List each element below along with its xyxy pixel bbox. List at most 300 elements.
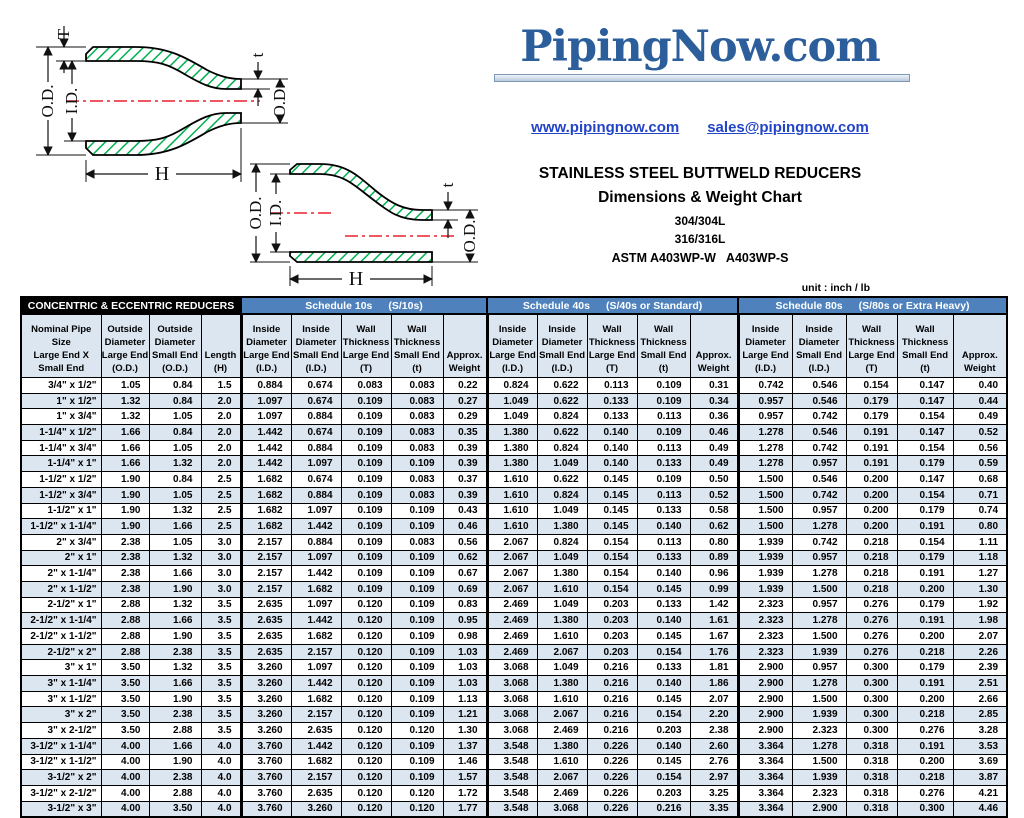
cell-value: 0.109 xyxy=(391,566,443,582)
cell-value: 1.90 xyxy=(149,629,201,645)
column-header: Wall Thickness Large End (T) xyxy=(846,314,897,378)
cell-value: 1.37 xyxy=(443,738,487,754)
label-od-left: O.D. xyxy=(246,196,265,230)
cell-value: 0.39 xyxy=(443,487,487,503)
cell-value: 0.145 xyxy=(587,472,637,488)
cell-value: 0.191 xyxy=(897,613,953,629)
cell-value: 0.318 xyxy=(846,785,897,801)
cell-value: 1.278 xyxy=(792,519,846,535)
cell-value: 1.939 xyxy=(792,770,846,786)
cell-value: 2.469 xyxy=(487,629,537,645)
cell-size: 2" x 1-1/2" xyxy=(21,581,101,597)
website-link[interactable]: www.pipingnow.com xyxy=(531,119,680,136)
cell-value: 0.145 xyxy=(587,503,637,519)
cell-size: 1-1/2" x 3/4" xyxy=(21,487,101,503)
cell-value: 1.500 xyxy=(792,629,846,645)
cell-value: 0.083 xyxy=(391,534,443,550)
cell-value: 2.067 xyxy=(537,707,587,723)
cell-value: 0.179 xyxy=(897,503,953,519)
cell-value: 0.216 xyxy=(587,691,637,707)
cell-value: 0.216 xyxy=(637,801,690,817)
cell-value: 0.884 xyxy=(241,378,291,394)
cell-value: 2.66 xyxy=(953,691,1007,707)
cell-value: 0.147 xyxy=(897,425,953,441)
label-T: T xyxy=(54,28,73,40)
table-row xyxy=(21,723,1007,739)
table-row xyxy=(21,456,1007,472)
email-link[interactable]: sales@pipingnow.com xyxy=(707,119,869,136)
cell-value: 1.380 xyxy=(487,425,537,441)
cell-value: 1.278 xyxy=(792,566,846,582)
column-header: Wall Thickness Small End (t) xyxy=(637,314,690,378)
cell-value: 1.610 xyxy=(487,472,537,488)
cell-value: 2.323 xyxy=(738,613,792,629)
column-header: Wall Thickness Large End (T) xyxy=(341,314,391,378)
cell-value: 0.109 xyxy=(391,613,443,629)
cell-value: 1.278 xyxy=(792,613,846,629)
column-header: Nominal Pipe Size Large End X Small End xyxy=(21,314,101,378)
cell-value: 0.147 xyxy=(897,393,953,409)
cell-size: 1-1/4" x 1/2" xyxy=(21,425,101,441)
cell-value: 0.824 xyxy=(537,487,587,503)
cell-value: 0.133 xyxy=(637,660,690,676)
cell-value: 4.46 xyxy=(953,801,1007,817)
cell-value: 1.442 xyxy=(291,566,341,582)
cell-value: 0.154 xyxy=(897,534,953,550)
cell-value: 0.40 xyxy=(953,378,1007,394)
cell-value: 1.32 xyxy=(149,660,201,676)
cell-value: 3.50 xyxy=(101,723,149,739)
cell-value: 0.58 xyxy=(690,503,738,519)
cell-value: 3.50 xyxy=(101,691,149,707)
cell-value: 1.500 xyxy=(792,754,846,770)
cell-value: 2.38 xyxy=(101,581,149,597)
cell-value: 0.37 xyxy=(443,472,487,488)
cell-size: 2-1/2" x 1-1/4" xyxy=(21,613,101,629)
cell-value: 0.109 xyxy=(391,519,443,535)
cell-value: 0.083 xyxy=(341,378,391,394)
cell-value: 0.218 xyxy=(897,707,953,723)
cell-value: 0.742 xyxy=(792,534,846,550)
table-row xyxy=(21,409,1007,425)
cell-value: 3.364 xyxy=(738,770,792,786)
cell-value: 0.120 xyxy=(341,785,391,801)
cell-value: 0.957 xyxy=(792,550,846,566)
cell-value: 0.226 xyxy=(587,801,637,817)
cell-value: 0.109 xyxy=(341,550,391,566)
label-od-left: O.D. xyxy=(38,84,57,118)
cell-value: 2.0 xyxy=(201,393,241,409)
cell-value: 2.900 xyxy=(738,707,792,723)
table-row xyxy=(21,425,1007,441)
cell-value: 0.203 xyxy=(637,785,690,801)
cell-value: 3.760 xyxy=(241,785,291,801)
cell-value: 2.900 xyxy=(738,691,792,707)
cell-value: 0.68 xyxy=(953,472,1007,488)
cell-value: 1.13 xyxy=(443,691,487,707)
cell-value: 1.278 xyxy=(792,738,846,754)
cell-value: 0.154 xyxy=(846,378,897,394)
cell-value: 1.682 xyxy=(291,754,341,770)
cell-value: 3.260 xyxy=(241,723,291,739)
cell-size: 3" x 1" xyxy=(21,660,101,676)
cell-value: 0.957 xyxy=(792,456,846,472)
cell-value: 0.109 xyxy=(341,425,391,441)
cell-value: 0.203 xyxy=(587,597,637,613)
cell-value: 2.469 xyxy=(537,785,587,801)
cell-value: 1.32 xyxy=(101,393,149,409)
cell-value: 0.109 xyxy=(391,770,443,786)
table-row xyxy=(21,472,1007,488)
cell-value: 0.140 xyxy=(637,519,690,535)
cell-value: 0.109 xyxy=(341,581,391,597)
cell-value: 0.36 xyxy=(690,409,738,425)
cell-value: 1.98 xyxy=(953,613,1007,629)
cell-value: 3.068 xyxy=(537,801,587,817)
cell-value: 2.39 xyxy=(953,660,1007,676)
table-row xyxy=(21,519,1007,535)
cell-value: 1.097 xyxy=(241,393,291,409)
cell-value: 3.5 xyxy=(201,707,241,723)
cell-value: 1.66 xyxy=(101,456,149,472)
cell-value: 0.109 xyxy=(391,629,443,645)
cell-value: 0.120 xyxy=(341,676,391,692)
cell-value: 2.469 xyxy=(487,597,537,613)
cell-value: 3.760 xyxy=(241,738,291,754)
cell-value: 1.32 xyxy=(149,503,201,519)
cell-value: 1.66 xyxy=(149,676,201,692)
cell-value: 0.083 xyxy=(391,378,443,394)
cell-value: 0.083 xyxy=(391,472,443,488)
column-header: Inside Diameter Small End (I.D.) xyxy=(291,314,341,378)
cell-value: 1.500 xyxy=(738,487,792,503)
cell-value: 0.147 xyxy=(897,378,953,394)
cell-value: 0.318 xyxy=(846,754,897,770)
cell-value: 0.957 xyxy=(792,597,846,613)
table-row xyxy=(21,801,1007,817)
cell-value: 1.442 xyxy=(241,440,291,456)
cell-value: 0.083 xyxy=(391,425,443,441)
astm-spec: ASTM A403WP-W A403WP-S xyxy=(611,251,789,265)
cell-value: 1.90 xyxy=(149,691,201,707)
cell-value: 1.18 xyxy=(953,550,1007,566)
contact-links xyxy=(480,119,920,136)
cell-value: 0.957 xyxy=(738,393,792,409)
cell-value: 1.05 xyxy=(101,378,149,394)
cell-value: 0.109 xyxy=(391,707,443,723)
cell-value: 0.300 xyxy=(846,660,897,676)
cell-value: 1.72 xyxy=(443,785,487,801)
cell-value: 1.90 xyxy=(101,503,149,519)
cell-size: 3" x 1-1/4" xyxy=(21,676,101,692)
reducer-top-wall xyxy=(290,164,432,220)
cell-value: 0.109 xyxy=(637,425,690,441)
cell-value: 0.27 xyxy=(443,393,487,409)
cell-value: 3.068 xyxy=(487,723,537,739)
cell-value: 2.067 xyxy=(487,566,537,582)
cell-value: 0.109 xyxy=(391,738,443,754)
cell-value: 1.66 xyxy=(149,738,201,754)
cell-value: 0.216 xyxy=(587,660,637,676)
cell-value: 0.39 xyxy=(443,456,487,472)
cell-value: 0.083 xyxy=(391,440,443,456)
cell-value: 1.92 xyxy=(953,597,1007,613)
cell-value: 0.884 xyxy=(291,534,341,550)
unit-note: unit : inch / lb xyxy=(801,282,870,294)
cell-value: 1.097 xyxy=(291,456,341,472)
cell-value: 0.203 xyxy=(587,644,637,660)
cell-value: 3.53 xyxy=(953,738,1007,754)
cell-value: 1.03 xyxy=(443,676,487,692)
cell-value: 3.364 xyxy=(738,738,792,754)
cell-value: 0.39 xyxy=(443,440,487,456)
cell-value: 2.20 xyxy=(690,707,738,723)
column-header: Length (H) xyxy=(201,314,241,378)
cell-value: 1.500 xyxy=(738,472,792,488)
cell-value: 0.200 xyxy=(846,503,897,519)
cell-value: 2.07 xyxy=(953,629,1007,645)
cell-value: 2.38 xyxy=(101,534,149,550)
cell-value: 1.610 xyxy=(537,691,587,707)
table-row xyxy=(21,660,1007,676)
cell-value: 0.83 xyxy=(443,597,487,613)
column-header: Wall Thickness Large End (T) xyxy=(587,314,637,378)
cell-value: 0.46 xyxy=(690,425,738,441)
cell-value: 2.5 xyxy=(201,519,241,535)
cell-value: 1.67 xyxy=(690,629,738,645)
cell-value: 2.38 xyxy=(149,707,201,723)
cell-value: 2.635 xyxy=(241,597,291,613)
cell-value: 3.068 xyxy=(487,691,537,707)
cell-value: 4.0 xyxy=(201,785,241,801)
cell-value: 0.109 xyxy=(391,660,443,676)
cell-value: 2.26 xyxy=(953,644,1007,660)
cell-value: 0.276 xyxy=(897,723,953,739)
cell-value: 3.364 xyxy=(738,801,792,817)
cell-value: 0.140 xyxy=(587,440,637,456)
cell-value: 1.278 xyxy=(738,425,792,441)
label-t-small: t xyxy=(438,182,457,188)
cell-size: 1-1/4" x 3/4" xyxy=(21,440,101,456)
cell-value: 0.179 xyxy=(897,660,953,676)
table-row xyxy=(21,378,1007,394)
cell-value: 4.0 xyxy=(201,801,241,817)
cell-value: 2.38 xyxy=(101,566,149,582)
table-row xyxy=(21,503,1007,519)
cell-size: 1" x 1/2" xyxy=(21,393,101,409)
cell-value: 1.610 xyxy=(487,519,537,535)
cell-value: 1.46 xyxy=(443,754,487,770)
cell-value: 0.80 xyxy=(953,519,1007,535)
cell-value: 0.154 xyxy=(897,487,953,503)
cell-value: 0.120 xyxy=(341,707,391,723)
column-header: Inside Diameter Small End (I.D.) xyxy=(537,314,587,378)
cell-value: 1.442 xyxy=(291,613,341,629)
cell-value: 0.742 xyxy=(792,440,846,456)
label-t-small: t xyxy=(248,52,267,58)
cell-value: 0.145 xyxy=(637,629,690,645)
label-id-left: I.D. xyxy=(266,199,285,227)
column-header: Approx. Weight xyxy=(690,314,738,378)
cell-value: 0.674 xyxy=(291,378,341,394)
grade-304: 304/304L xyxy=(674,214,726,228)
cell-value: 3.35 xyxy=(690,801,738,817)
cell-value: 0.218 xyxy=(846,581,897,597)
cell-value: 0.140 xyxy=(587,456,637,472)
cell-value: 0.120 xyxy=(391,723,443,739)
cell-value: 3.548 xyxy=(487,738,537,754)
cell-value: 4.00 xyxy=(101,754,149,770)
cell-value: 2.5 xyxy=(201,503,241,519)
cell-value: 0.133 xyxy=(637,597,690,613)
cell-value: 0.216 xyxy=(587,723,637,739)
cell-value: 0.34 xyxy=(690,393,738,409)
cell-value: 0.145 xyxy=(587,519,637,535)
cell-value: 2.323 xyxy=(792,785,846,801)
cell-value: 0.109 xyxy=(637,472,690,488)
cell-value: 3.5 xyxy=(201,644,241,660)
cell-value: 0.109 xyxy=(391,456,443,472)
cell-value: 2.900 xyxy=(738,723,792,739)
cell-value: 1.049 xyxy=(537,550,587,566)
cell-value: 0.74 xyxy=(953,503,1007,519)
cell-value: 0.84 xyxy=(149,472,201,488)
cell-value: 0.179 xyxy=(897,456,953,472)
cell-value: 0.109 xyxy=(341,393,391,409)
cell-value: 0.154 xyxy=(587,550,637,566)
cell-value: 2.635 xyxy=(241,629,291,645)
cell-value: 2.469 xyxy=(487,644,537,660)
cell-value: 1.049 xyxy=(487,409,537,425)
cell-value: 0.200 xyxy=(897,691,953,707)
cell-value: 0.154 xyxy=(637,644,690,660)
cell-value: 0.218 xyxy=(846,566,897,582)
cell-value: 1.682 xyxy=(291,691,341,707)
cell-value: 1.32 xyxy=(101,409,149,425)
table-row xyxy=(21,597,1007,613)
cell-value: 3.068 xyxy=(487,707,537,723)
cell-size: 3" x 1-1/2" xyxy=(21,691,101,707)
cell-value: 0.120 xyxy=(391,785,443,801)
cell-value: 0.133 xyxy=(587,409,637,425)
cell-value: 0.120 xyxy=(391,801,443,817)
cell-value: 4.00 xyxy=(101,738,149,754)
doc-title: STAINLESS STEEL BUTTWELD REDUCERS xyxy=(538,165,862,182)
cell-value: 0.226 xyxy=(587,754,637,770)
cell-value: 1.442 xyxy=(241,456,291,472)
label-H: H xyxy=(154,163,170,185)
cell-value: 2.88 xyxy=(101,613,149,629)
cell-value: 1.380 xyxy=(537,738,587,754)
cell-value: 0.083 xyxy=(391,393,443,409)
eccentric-reducer-diagram xyxy=(242,142,490,290)
cell-value: 2.88 xyxy=(101,597,149,613)
cell-value: 1.442 xyxy=(291,676,341,692)
cell-value: 1.03 xyxy=(443,644,487,660)
cell-value: 3.5 xyxy=(201,613,241,629)
cell-value: 0.884 xyxy=(291,409,341,425)
cell-value: 2.60 xyxy=(690,738,738,754)
cell-value: 4.00 xyxy=(101,801,149,817)
cell-value: 2.157 xyxy=(241,566,291,582)
cell-value: 1.61 xyxy=(690,613,738,629)
cell-value: 0.145 xyxy=(637,754,690,770)
cell-value: 0.300 xyxy=(846,707,897,723)
cell-size: 2" x 3/4" xyxy=(21,534,101,550)
cell-value: 1.049 xyxy=(487,393,537,409)
cell-value: 0.824 xyxy=(537,534,587,550)
cell-value: 0.113 xyxy=(637,487,690,503)
column-header: Wall Thickness Small End (t) xyxy=(391,314,443,378)
cell-value: 1.66 xyxy=(149,566,201,582)
table-row xyxy=(21,613,1007,629)
cell-value: 1.939 xyxy=(738,534,792,550)
cell-value: 3.260 xyxy=(241,691,291,707)
cell-size: 3/4" x 1/2" xyxy=(21,378,101,394)
cell-value: 0.318 xyxy=(846,738,897,754)
cell-value: 0.200 xyxy=(846,487,897,503)
cell-value: 1.42 xyxy=(690,597,738,613)
cell-value: 0.154 xyxy=(587,566,637,582)
cell-value: 0.824 xyxy=(537,440,587,456)
cell-size: 3" x 2-1/2" xyxy=(21,723,101,739)
cell-value: 0.31 xyxy=(690,378,738,394)
table-row xyxy=(21,487,1007,503)
dimensions-table xyxy=(20,296,1008,818)
cell-value: 1.90 xyxy=(149,581,201,597)
cell-value: 1.939 xyxy=(792,707,846,723)
column-header: Approx. Weight xyxy=(953,314,1007,378)
cell-value: 2.900 xyxy=(738,660,792,676)
cell-value: 3.50 xyxy=(149,801,201,817)
cell-value: 3.5 xyxy=(201,660,241,676)
cell-value: 1.77 xyxy=(443,801,487,817)
cell-value: 0.884 xyxy=(291,487,341,503)
cell-value: 0.46 xyxy=(443,519,487,535)
group-header-row xyxy=(21,297,1007,314)
cell-value: 2.85 xyxy=(953,707,1007,723)
cell-value: 1.380 xyxy=(537,566,587,582)
cell-value: 0.226 xyxy=(587,738,637,754)
cell-size: 2-1/2" x 1" xyxy=(21,597,101,613)
cell-value: 0.300 xyxy=(897,801,953,817)
cell-size: 1" x 3/4" xyxy=(21,409,101,425)
cell-value: 1.66 xyxy=(149,519,201,535)
cell-value: 0.546 xyxy=(792,393,846,409)
grade-316: 316/316L xyxy=(674,232,726,246)
cell-value: 1.097 xyxy=(291,660,341,676)
cell-value: 0.109 xyxy=(391,503,443,519)
cell-value: 1.682 xyxy=(241,472,291,488)
cell-value: 0.113 xyxy=(587,378,637,394)
cell-value: 0.109 xyxy=(341,534,391,550)
cell-value: 2.88 xyxy=(101,644,149,660)
cell-value: 0.133 xyxy=(637,503,690,519)
cell-value: 2.067 xyxy=(487,581,537,597)
cell-value: 0.22 xyxy=(443,378,487,394)
cell-size: 3-1/2" x 2" xyxy=(21,770,101,786)
cell-value: 0.29 xyxy=(443,409,487,425)
cell-value: 0.742 xyxy=(738,378,792,394)
cell-value: 0.191 xyxy=(897,676,953,692)
cell-value: 0.109 xyxy=(391,691,443,707)
cell-value: 0.145 xyxy=(637,691,690,707)
cell-value: 2.157 xyxy=(291,707,341,723)
cell-value: 4.0 xyxy=(201,738,241,754)
cell-value: 3.50 xyxy=(101,707,149,723)
cell-value: 1.66 xyxy=(149,613,201,629)
cell-value: 0.133 xyxy=(637,456,690,472)
